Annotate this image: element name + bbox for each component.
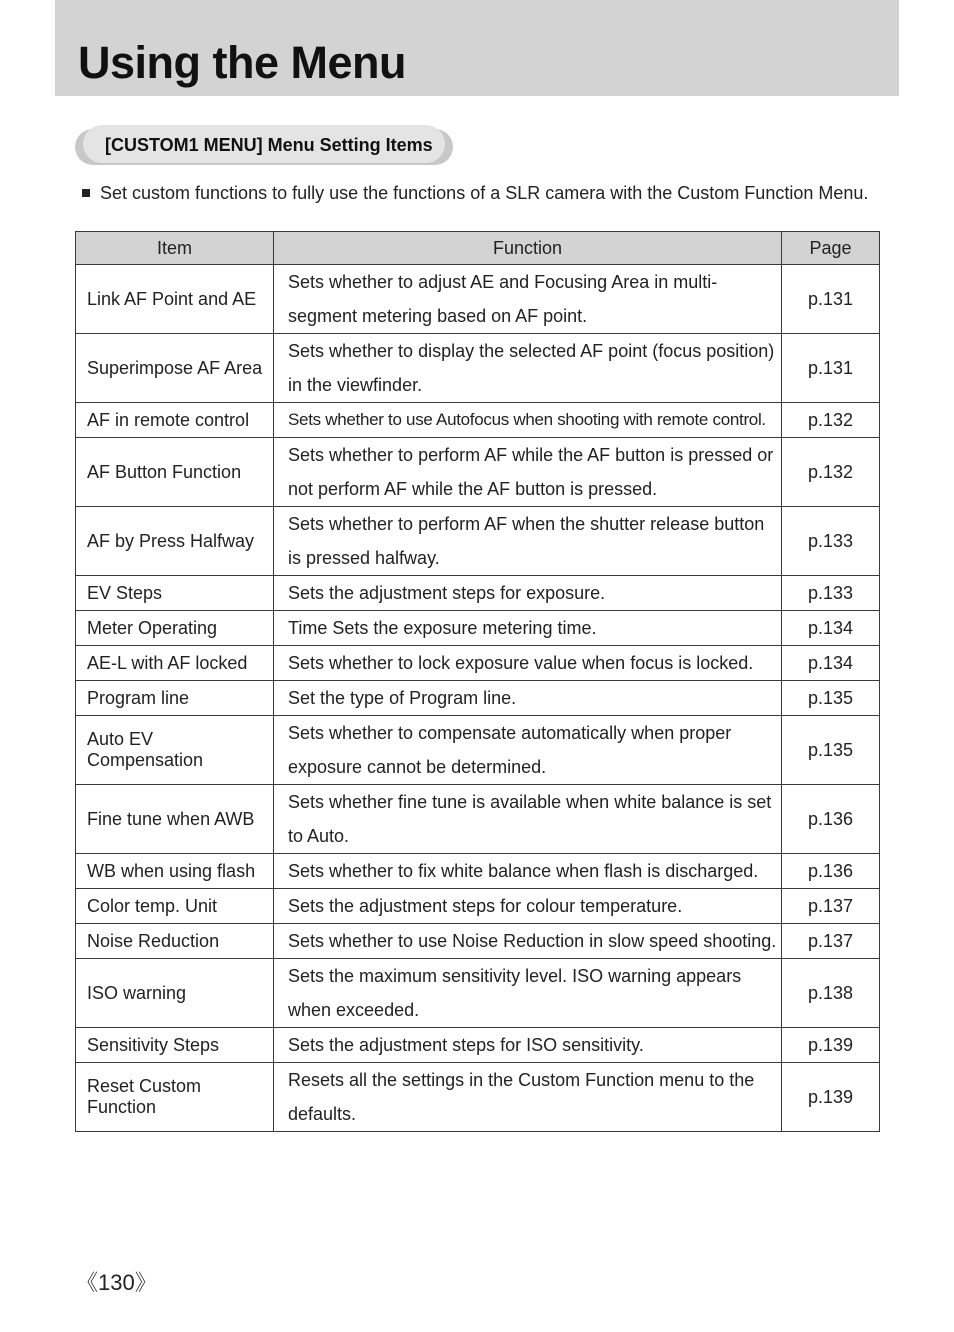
item-cell: ISO warning: [76, 959, 274, 1028]
function-cell: Sets whether to compensate automatically when proper exposure cannot be determined.: [274, 716, 782, 785]
page-cell: p.132: [782, 403, 880, 438]
function-cell: Sets whether to perform AF while the AF button is pressed or not perform AF while the AF button is pressed.: [274, 438, 782, 507]
settings-table: [75, 231, 880, 1132]
item-cell: WB when using flash: [76, 854, 274, 889]
function-cell: Sets whether to display the selected AF point (focus position) in the viewfinder.: [274, 334, 782, 403]
square-bullet-icon: [82, 189, 90, 197]
page-cell: p.134: [782, 646, 880, 681]
column-header-item: Item: [76, 232, 274, 265]
page-cell: p.137: [782, 924, 880, 959]
header-band: [55, 0, 899, 96]
page-number: 《130》: [76, 1270, 157, 1295]
page-cell: p.136: [782, 854, 880, 889]
function-cell: Sets whether fine tune is available when white balance is set to Auto.: [274, 785, 782, 854]
table-row: [76, 924, 880, 959]
page-cell: p.132: [782, 438, 880, 507]
page-cell: p.136: [782, 785, 880, 854]
function-cell: Sets whether to adjust AE and Focusing Area in multi-segment metering based on AF point.: [274, 265, 782, 334]
page-cell: p.138: [782, 959, 880, 1028]
page-title: Using the Menu: [78, 37, 406, 88]
page-cell: p.133: [782, 576, 880, 611]
function-cell: Resets all the settings in the Custom Function menu to the defaults.: [274, 1063, 782, 1132]
table-row: [76, 1028, 880, 1063]
item-cell: AE-L with AF locked: [76, 646, 274, 681]
column-header-function: Function: [274, 232, 782, 265]
function-cell: Sets the maximum sensitivity level. ISO warning appears when exceeded.: [274, 959, 782, 1028]
item-cell: Program line: [76, 681, 274, 716]
section-heading: [CUSTOM1 MENU] Menu Setting Items: [105, 135, 433, 155]
table-row: [76, 334, 880, 403]
table-row: [76, 854, 880, 889]
intro-paragraph: [82, 181, 882, 205]
table-row: [76, 889, 880, 924]
function-cell: Sets whether to lock exposure value when focus is locked.: [274, 646, 782, 681]
page-cell: p.137: [782, 889, 880, 924]
table-row: [76, 507, 880, 576]
page-cell: p.131: [782, 265, 880, 334]
item-cell: Auto EV Compensation: [76, 716, 274, 785]
function-cell: Sets the adjustment steps for exposure.: [274, 576, 782, 611]
item-cell: EV Steps: [76, 576, 274, 611]
function-cell: Set the type of Program line.: [274, 681, 782, 716]
page-cell: p.135: [782, 716, 880, 785]
item-cell: Superimpose AF Area: [76, 334, 274, 403]
item-cell: Link AF Point and AE: [76, 265, 274, 334]
page-cell: p.139: [782, 1063, 880, 1132]
page-cell: p.135: [782, 681, 880, 716]
item-cell: Reset Custom Function: [76, 1063, 274, 1132]
table-row: [76, 716, 880, 785]
table-row: [76, 403, 880, 438]
table-row: [76, 681, 880, 716]
item-cell: Sensitivity Steps: [76, 1028, 274, 1063]
table-row: [76, 646, 880, 681]
page-cell: p.131: [782, 334, 880, 403]
table-header-row: [76, 232, 880, 265]
item-cell: Noise Reduction: [76, 924, 274, 959]
table-row: [76, 611, 880, 646]
function-cell: Sets whether to perform AF when the shutter release button is pressed halfway.: [274, 507, 782, 576]
item-cell: AF by Press Halfway: [76, 507, 274, 576]
function-cell: Sets whether to use Noise Reduction in slow speed shooting.: [274, 924, 782, 959]
function-cell: Sets whether to use Autofocus when shooting with remote control.: [274, 403, 782, 438]
table-row: [76, 438, 880, 507]
item-cell: AF in remote control: [76, 403, 274, 438]
intro-text: Set custom functions to fully use the functions of a SLR camera with the Custom Function Menu.: [100, 183, 869, 203]
item-cell: AF Button Function: [76, 438, 274, 507]
item-cell: Fine tune when AWB: [76, 785, 274, 854]
table-row: [76, 959, 880, 1028]
page-cell: p.133: [782, 507, 880, 576]
page-cell: p.134: [782, 611, 880, 646]
table-row: [76, 265, 880, 334]
table-row: [76, 1063, 880, 1132]
item-cell: Meter Operating: [76, 611, 274, 646]
table-row: [76, 785, 880, 854]
function-cell: Sets the adjustment steps for ISO sensitivity.: [274, 1028, 782, 1063]
function-cell: Sets whether to fix white balance when flash is discharged.: [274, 854, 782, 889]
item-cell: Color temp. Unit: [76, 889, 274, 924]
table-row: [76, 576, 880, 611]
page-cell: p.139: [782, 1028, 880, 1063]
function-cell: Sets the adjustment steps for colour temperature.: [274, 889, 782, 924]
column-header-page: Page: [782, 232, 880, 265]
function-cell: Time Sets the exposure metering time.: [274, 611, 782, 646]
